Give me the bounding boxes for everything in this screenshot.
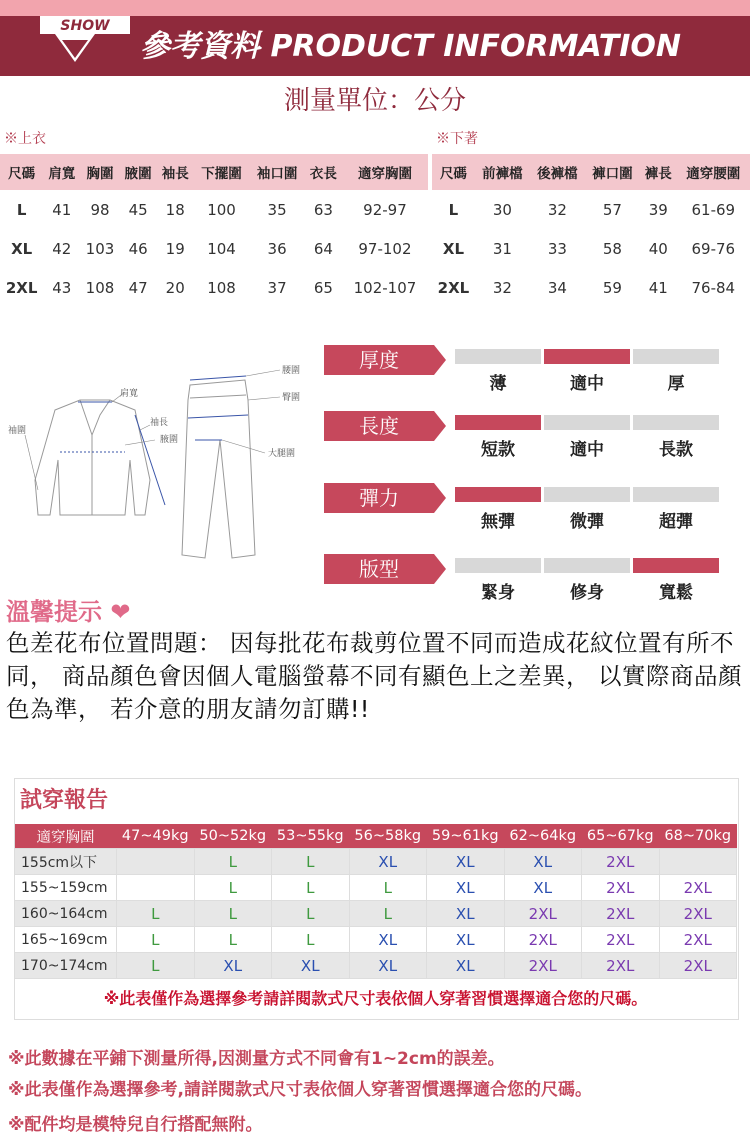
- fit-size-cell: XL: [427, 901, 505, 927]
- fit-weight-header: 65~67kg: [582, 824, 660, 849]
- fit-size-cell: L: [194, 901, 272, 927]
- rating-option: 適中: [570, 440, 604, 460]
- rating-option: 超彈: [659, 512, 693, 532]
- tops-value-cell: 64: [305, 229, 342, 268]
- bottoms-header-cell: 褲口圍: [585, 154, 640, 190]
- rating-option: 微彈: [570, 512, 604, 532]
- fit-size-cell: L: [272, 875, 350, 901]
- bottoms-header-cell: 尺碼: [432, 154, 475, 190]
- fit-size-cell: L: [349, 875, 427, 901]
- fit-size-cell: [117, 849, 195, 875]
- fit-row: [15, 927, 737, 953]
- tops-size-cell: XL: [0, 229, 43, 268]
- fit-size-cell: XL: [349, 953, 427, 979]
- tops-row: [0, 229, 428, 268]
- tops-value-cell: 46: [120, 229, 157, 268]
- rating-option: 短款: [481, 440, 515, 460]
- label-sleeve: 袖長: [150, 418, 169, 428]
- rating-bar: [455, 415, 541, 430]
- fit-row: [15, 901, 737, 927]
- tops-value-cell: 37: [249, 268, 305, 307]
- fit-size-cell: XL: [427, 875, 505, 901]
- rating-option: 無彈: [481, 512, 515, 532]
- rating-label: 長度: [324, 411, 434, 441]
- tops-size-table: [0, 154, 428, 307]
- tops-value-cell: 47: [120, 268, 157, 307]
- fit-size-cell: XL: [427, 927, 505, 953]
- tops-value-cell: 42: [43, 229, 80, 268]
- pants-illustration: [182, 380, 255, 558]
- label-armpit: 腋圍: [160, 435, 179, 445]
- bottoms-header-cell: 褲長: [640, 154, 677, 190]
- tops-value-cell: 41: [43, 190, 80, 229]
- bottoms-row: [432, 268, 750, 307]
- tops-header-cell: 下擺圍: [194, 154, 250, 190]
- tops-value-cell: 45: [120, 190, 157, 229]
- fit-size-cell: XL: [349, 849, 427, 875]
- fit-weight-header: 62~64kg: [504, 824, 582, 849]
- bottoms-value-cell: 32: [475, 268, 530, 307]
- bottoms-row: [432, 229, 750, 268]
- fit-height-cell: 155cm以下: [15, 849, 117, 875]
- label-shoulder: 肩寬: [120, 389, 139, 399]
- top-strip: [0, 0, 750, 16]
- fit-size-cell: L: [194, 849, 272, 875]
- fit-size-cell: 2XL: [659, 901, 737, 927]
- rating-bar: [633, 349, 719, 364]
- tops-header-cell: 適穿胸圍: [342, 154, 428, 190]
- fit-size-cell: L: [194, 927, 272, 953]
- bottoms-value-cell: 32: [530, 190, 585, 229]
- rating-arrow: [434, 345, 446, 375]
- tops-value-cell: 35: [249, 190, 305, 229]
- tops-value-cell: 103: [80, 229, 119, 268]
- tops-header-cell: 袖口圍: [249, 154, 305, 190]
- tops-value-cell: 97-102: [342, 229, 428, 268]
- fit-weight-header: 59~61kg: [427, 824, 505, 849]
- footer-note-2: ※此表僅作為選擇參考,請詳閱款式尺寸表依個人穿著習慣選擇適合您的尺碼。: [8, 1080, 592, 1100]
- tops-label: ※上衣: [4, 131, 46, 147]
- rating-option: 緊身: [481, 583, 515, 603]
- bottoms-value-cell: 57: [585, 190, 640, 229]
- rating-bar: [544, 349, 630, 364]
- notice-body: 色差花布位置問題： 因每批花布裁剪位置不同而造成花紋位置有所不同， 商品顏色會因個人電腦螢幕不同有顯色上之差異， 以實際商品顏色為準， 若介意的朋友請勿訂購!!: [6, 629, 742, 723]
- footer-note-1: ※此數據在平鋪下測量所得,因測量方式不同會有1~2cm的誤差。: [8, 1049, 505, 1069]
- tops-header-cell: 尺碼: [0, 154, 43, 190]
- bottoms-value-cell: 33: [530, 229, 585, 268]
- rating-label: 厚度: [324, 345, 434, 375]
- notice-title-text: 溫馨提示: [6, 598, 102, 626]
- rating-bar: [544, 558, 630, 573]
- label-hip: 臀圍: [282, 393, 301, 403]
- measurement-diagram: [0, 340, 320, 570]
- bottoms-value-cell: 31: [475, 229, 530, 268]
- rating-label: 彈力: [324, 483, 434, 513]
- fit-row: [15, 849, 737, 875]
- fit-size-cell: XL: [504, 849, 582, 875]
- tops-value-cell: 92-97: [342, 190, 428, 229]
- rating-arrow: [434, 483, 446, 513]
- fit-size-cell: L: [272, 849, 350, 875]
- unit-text: 測量單位：公分: [283, 86, 466, 116]
- rating-option: 適中: [570, 374, 604, 394]
- fit-size-cell: 2XL: [659, 927, 737, 953]
- fit-size-cell: [659, 849, 737, 875]
- fit-size-cell: XL: [349, 927, 427, 953]
- fit-weight-header: 68~70kg: [659, 824, 737, 849]
- fit-corner-header: 適穿胸圍: [15, 824, 117, 849]
- rating-bar: [455, 558, 541, 573]
- fit-size-cell: 2XL: [582, 927, 660, 953]
- tops-row: [0, 190, 428, 229]
- fit-weight-header: 53~55kg: [272, 824, 350, 849]
- rating-arrow: [434, 411, 446, 441]
- fit-size-cell: L: [349, 901, 427, 927]
- fit-report-table: [14, 824, 737, 979]
- fit-size-cell: 2XL: [504, 953, 582, 979]
- rating-bar: [544, 415, 630, 430]
- fit-size-cell: 2XL: [659, 953, 737, 979]
- bottoms-row: [432, 190, 750, 229]
- fit-height-cell: 170~174cm: [15, 953, 117, 979]
- bottoms-size-cell: 2XL: [432, 268, 475, 307]
- bottoms-value-cell: 58: [585, 229, 640, 268]
- fit-report-title: 試穿報告: [20, 788, 109, 813]
- tops-value-cell: 20: [157, 268, 194, 307]
- fit-size-cell: [117, 875, 195, 901]
- fit-size-cell: L: [272, 901, 350, 927]
- bottoms-value-cell: 39: [640, 190, 677, 229]
- fit-size-cell: L: [194, 875, 272, 901]
- banner-title: 參考資料 PRODUCT INFORMATION: [140, 29, 682, 64]
- bottoms-header-cell: 後褲檔: [530, 154, 585, 190]
- tops-value-cell: 43: [43, 268, 80, 307]
- rating-option: 寬鬆: [659, 583, 693, 603]
- tops-value-cell: 19: [157, 229, 194, 268]
- tops-value-cell: 108: [194, 268, 250, 307]
- rating-option: 修身: [570, 583, 604, 603]
- show-label: SHOW: [60, 18, 110, 34]
- fit-size-cell: XL: [272, 953, 350, 979]
- fit-size-cell: L: [272, 927, 350, 953]
- tops-header-cell: 胸圍: [80, 154, 119, 190]
- fit-report-note: ※此表僅作為選擇參考請詳閱款式尺寸表依個人穿著習慣選擇適合您的尺碼。: [103, 989, 648, 1008]
- fit-size-cell: 2XL: [582, 901, 660, 927]
- rating-option: 長款: [659, 440, 693, 460]
- fit-size-cell: 2XL: [582, 953, 660, 979]
- fit-size-cell: L: [117, 953, 195, 979]
- bottoms-size-cell: XL: [432, 229, 475, 268]
- bottoms-value-cell: 34: [530, 268, 585, 307]
- tops-value-cell: 18: [157, 190, 194, 229]
- label-thigh: 大腿圍: [268, 449, 296, 459]
- rating-bar: [455, 349, 541, 364]
- fit-size-cell: XL: [194, 953, 272, 979]
- bottoms-value-cell: 40: [640, 229, 677, 268]
- tops-header-cell: 袖長: [157, 154, 194, 190]
- bottoms-size-table: [432, 154, 750, 307]
- bottoms-header-cell: 前褲檔: [475, 154, 530, 190]
- bottoms-label: ※下著: [436, 131, 478, 147]
- tops-header-cell: 衣長: [305, 154, 342, 190]
- tops-size-cell: L: [0, 190, 43, 229]
- fit-height-cell: 165~169cm: [15, 927, 117, 953]
- rating-bar: [455, 487, 541, 502]
- rating-bar: [544, 487, 630, 502]
- label-waist: 腰圍: [282, 366, 301, 376]
- fit-size-cell: XL: [427, 849, 505, 875]
- fit-size-cell: 2XL: [582, 849, 660, 875]
- tops-value-cell: 102-107: [342, 268, 428, 307]
- tops-size-cell: 2XL: [0, 268, 43, 307]
- bottoms-value-cell: 61-69: [677, 190, 750, 229]
- tops-value-cell: 104: [194, 229, 250, 268]
- show-badge: [40, 16, 130, 76]
- bottoms-value-cell: 41: [640, 268, 677, 307]
- tops-value-cell: 36: [249, 229, 305, 268]
- footer-note-3: ※配件均是模特兒自行搭配無附。: [8, 1115, 263, 1135]
- bottoms-value-cell: 59: [585, 268, 640, 307]
- bottoms-value-cell: 69-76: [677, 229, 750, 268]
- jacket-illustration: [35, 400, 150, 515]
- fit-row: [15, 875, 737, 901]
- fit-size-cell: 2XL: [504, 927, 582, 953]
- tops-value-cell: 100: [194, 190, 250, 229]
- rating-option: 薄: [489, 374, 507, 394]
- fit-weight-header: 47~49kg: [117, 824, 195, 849]
- fit-weight-header: 56~58kg: [349, 824, 427, 849]
- fit-size-cell: 2XL: [659, 875, 737, 901]
- rating-arrow: [434, 554, 446, 584]
- tops-value-cell: 65: [305, 268, 342, 307]
- bottoms-header-cell: 適穿腰圍: [677, 154, 750, 190]
- heart-icon: ❤: [110, 598, 131, 626]
- label-cuff: 袖圍: [8, 426, 27, 436]
- fit-size-cell: 2XL: [504, 901, 582, 927]
- rating-bar: [633, 558, 719, 573]
- bottoms-size-cell: L: [432, 190, 475, 229]
- rating-bar: [633, 415, 719, 430]
- fit-size-cell: L: [117, 901, 195, 927]
- tops-header-cell: 肩寬: [43, 154, 80, 190]
- fit-weight-header: 50~52kg: [194, 824, 272, 849]
- rating-label: 版型: [324, 554, 434, 584]
- bottoms-value-cell: 30: [475, 190, 530, 229]
- tops-header-cell: 腋圍: [120, 154, 157, 190]
- fit-size-cell: XL: [504, 875, 582, 901]
- fit-height-cell: 155~159cm: [15, 875, 117, 901]
- fit-row: [15, 953, 737, 979]
- tops-row: [0, 268, 428, 307]
- rating-option: 厚: [667, 374, 685, 394]
- fit-size-cell: XL: [427, 953, 505, 979]
- fit-size-cell: 2XL: [582, 875, 660, 901]
- tops-value-cell: 63: [305, 190, 342, 229]
- notice-title: [6, 592, 130, 627]
- fit-height-cell: 160~164cm: [15, 901, 117, 927]
- tops-value-cell: 98: [80, 190, 119, 229]
- bottoms-value-cell: 76-84: [677, 268, 750, 307]
- fit-size-cell: L: [117, 927, 195, 953]
- rating-bar: [633, 487, 719, 502]
- tops-value-cell: 108: [80, 268, 119, 307]
